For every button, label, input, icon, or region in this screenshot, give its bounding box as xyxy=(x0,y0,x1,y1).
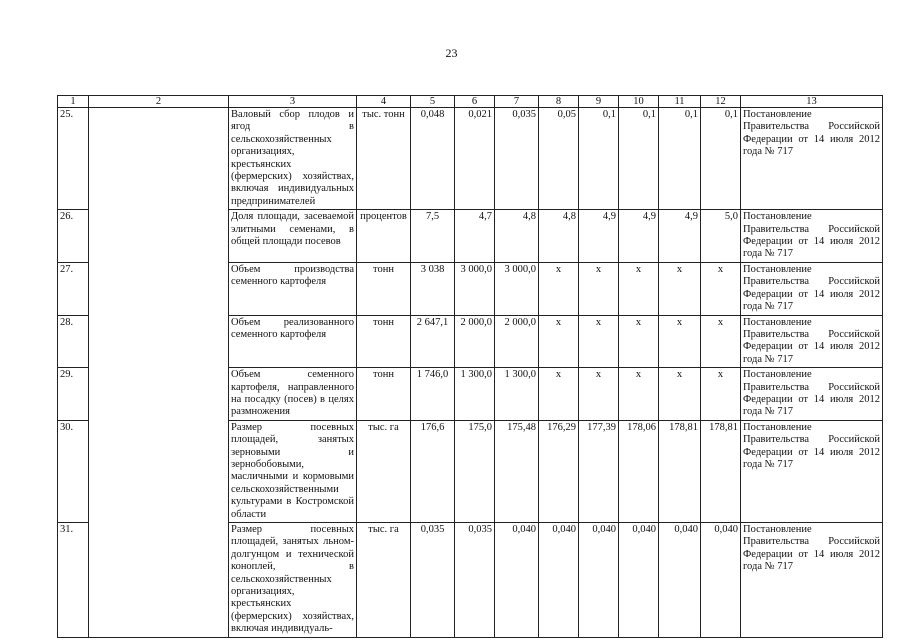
header-cell: 3 xyxy=(229,96,357,108)
header-cell: 5 xyxy=(411,96,455,108)
value-cell: 4,9 xyxy=(579,210,619,263)
value-cell: 0,040 xyxy=(659,523,701,638)
legal-basis: Постановление Правительства Российской Федерации от 14 июля 2012 года № 717 xyxy=(741,210,883,263)
value-cell: 175,0 xyxy=(455,420,495,522)
header-cell: 7 xyxy=(495,96,539,108)
value-cell: 0,1 xyxy=(579,108,619,210)
value-cell: 0,040 xyxy=(619,523,659,638)
table-header-row xyxy=(58,96,883,108)
value-cell: 0,035 xyxy=(455,523,495,638)
value-cell: х xyxy=(701,368,741,421)
indicator-name: Доля площади, засеваемой элитными семенами, в общей площади посевов xyxy=(229,210,357,263)
header-cell: 8 xyxy=(539,96,579,108)
value-cell: х xyxy=(619,262,659,315)
value-cell: х xyxy=(659,262,701,315)
value-cell: х xyxy=(539,315,579,368)
value-cell: 0,05 xyxy=(539,108,579,210)
value-cell: х xyxy=(619,368,659,421)
value-cell: 3 038 xyxy=(411,262,455,315)
row-number: 26. xyxy=(58,210,89,263)
value-cell: 4,8 xyxy=(539,210,579,263)
value-cell: 175,48 xyxy=(495,420,539,522)
value-cell: х xyxy=(659,368,701,421)
value-cell: 1 300,0 xyxy=(455,368,495,421)
unit-cell: тонн xyxy=(357,315,411,368)
unit-cell: тыс. га xyxy=(357,420,411,522)
value-cell: 2 000,0 xyxy=(495,315,539,368)
value-cell: 177,39 xyxy=(579,420,619,522)
value-cell: 0,1 xyxy=(701,108,741,210)
header-cell: 1 xyxy=(58,96,89,108)
value-cell: 3 000,0 xyxy=(495,262,539,315)
unit-cell: процентов xyxy=(357,210,411,263)
value-cell: 1 300,0 xyxy=(495,368,539,421)
unit-cell: тонн xyxy=(357,262,411,315)
value-cell: 0,040 xyxy=(539,523,579,638)
unit-cell: тыс. га xyxy=(357,523,411,638)
value-cell: 5,0 xyxy=(701,210,741,263)
legal-basis: Постановление Правительства Российской Федерации от 14 июля 2012 года № 717 xyxy=(741,420,883,522)
row-number: 29. xyxy=(58,368,89,421)
value-cell: 178,81 xyxy=(659,420,701,522)
value-cell: 0,1 xyxy=(619,108,659,210)
value-cell: 178,06 xyxy=(619,420,659,522)
table-row xyxy=(58,108,883,210)
empty-column-2 xyxy=(89,108,229,638)
value-cell: 176,6 xyxy=(411,420,455,522)
value-cell: 4,8 xyxy=(495,210,539,263)
header-cell: 4 xyxy=(357,96,411,108)
unit-cell: тонн xyxy=(357,368,411,421)
value-cell: х xyxy=(539,262,579,315)
legal-basis: Постановление Правительства Российской Федерации от 14 июля 2012 года № 717 xyxy=(741,315,883,368)
row-number: 25. xyxy=(58,108,89,210)
header-cell: 12 xyxy=(701,96,741,108)
header-cell: 6 xyxy=(455,96,495,108)
indicator-name: Объем семенного картофеля, направленного на посадку (посев) в целях размножения xyxy=(229,368,357,421)
value-cell: х xyxy=(579,262,619,315)
value-cell: 0,021 xyxy=(455,108,495,210)
value-cell: х xyxy=(539,368,579,421)
header-cell: 10 xyxy=(619,96,659,108)
value-cell: 2 000,0 xyxy=(455,315,495,368)
value-cell: 1 746,0 xyxy=(411,368,455,421)
header-cell: 2 xyxy=(89,96,229,108)
value-cell: 176,29 xyxy=(539,420,579,522)
legal-basis: Постановление Правительства Российской Федерации от 14 июля 2012 года № 717 xyxy=(741,108,883,210)
value-cell: х xyxy=(619,315,659,368)
legal-basis: Постановление Правительства Российской Федерации от 14 июля 2012 года № 717 xyxy=(741,262,883,315)
value-cell: 0,040 xyxy=(495,523,539,638)
header-cell: 9 xyxy=(579,96,619,108)
header-cell: 13 xyxy=(741,96,883,108)
unit-cell: тыс. тонн xyxy=(357,108,411,210)
value-cell: х xyxy=(701,315,741,368)
legal-basis: Постановление Правительства Российской Федерации от 14 июля 2012 года № 717 xyxy=(741,368,883,421)
page-number: 23 xyxy=(445,46,458,60)
indicator-name: Размер посевных площадей, занятых зерновыми и зернобобовыми, масличными и кормовыми сельскохозяйственными культурами в Костромской области xyxy=(229,420,357,522)
value-cell: 0,035 xyxy=(411,523,455,638)
row-number: 27. xyxy=(58,262,89,315)
legal-basis: Постановление Правительства Российской Федерации от 14 июля 2012 года № 717 xyxy=(741,523,883,638)
value-cell: 0,1 xyxy=(659,108,701,210)
value-cell: 4,7 xyxy=(455,210,495,263)
row-number: 28. xyxy=(58,315,89,368)
indicator-name: Валовый сбор плодов и ягод в сельскохозяйственных организациях, крестьянских (фермерских) хозяйствах, включая индивидуальных предпринимателей xyxy=(229,108,357,210)
value-cell: 4,9 xyxy=(619,210,659,263)
indicator-name: Объем реализованного семенного картофеля xyxy=(229,315,357,368)
indicator-name: Размер посевных площадей, занятых льном-долгунцом и технической коноплей, в сельскохозяйственных организациях, крестьянских (фермерских) хозяйствах, включая индивидуаль- xyxy=(229,523,357,638)
value-cell: х xyxy=(579,368,619,421)
value-cell: 178,81 xyxy=(701,420,741,522)
row-number: 31. xyxy=(58,523,89,638)
header-cell: 11 xyxy=(659,96,701,108)
value-cell: х xyxy=(659,315,701,368)
value-cell: 3 000,0 xyxy=(455,262,495,315)
value-cell: 0,040 xyxy=(579,523,619,638)
value-cell: 0,040 xyxy=(701,523,741,638)
value-cell: 4,9 xyxy=(659,210,701,263)
value-cell: х xyxy=(701,262,741,315)
row-number: 30. xyxy=(58,420,89,522)
indicator-name: Объем производства семенного картофеля xyxy=(229,262,357,315)
value-cell: 0,048 xyxy=(411,108,455,210)
indicators-table xyxy=(57,95,883,638)
value-cell: 0,035 xyxy=(495,108,539,210)
value-cell: х xyxy=(579,315,619,368)
value-cell: 2 647,1 xyxy=(411,315,455,368)
value-cell: 7,5 xyxy=(411,210,455,263)
